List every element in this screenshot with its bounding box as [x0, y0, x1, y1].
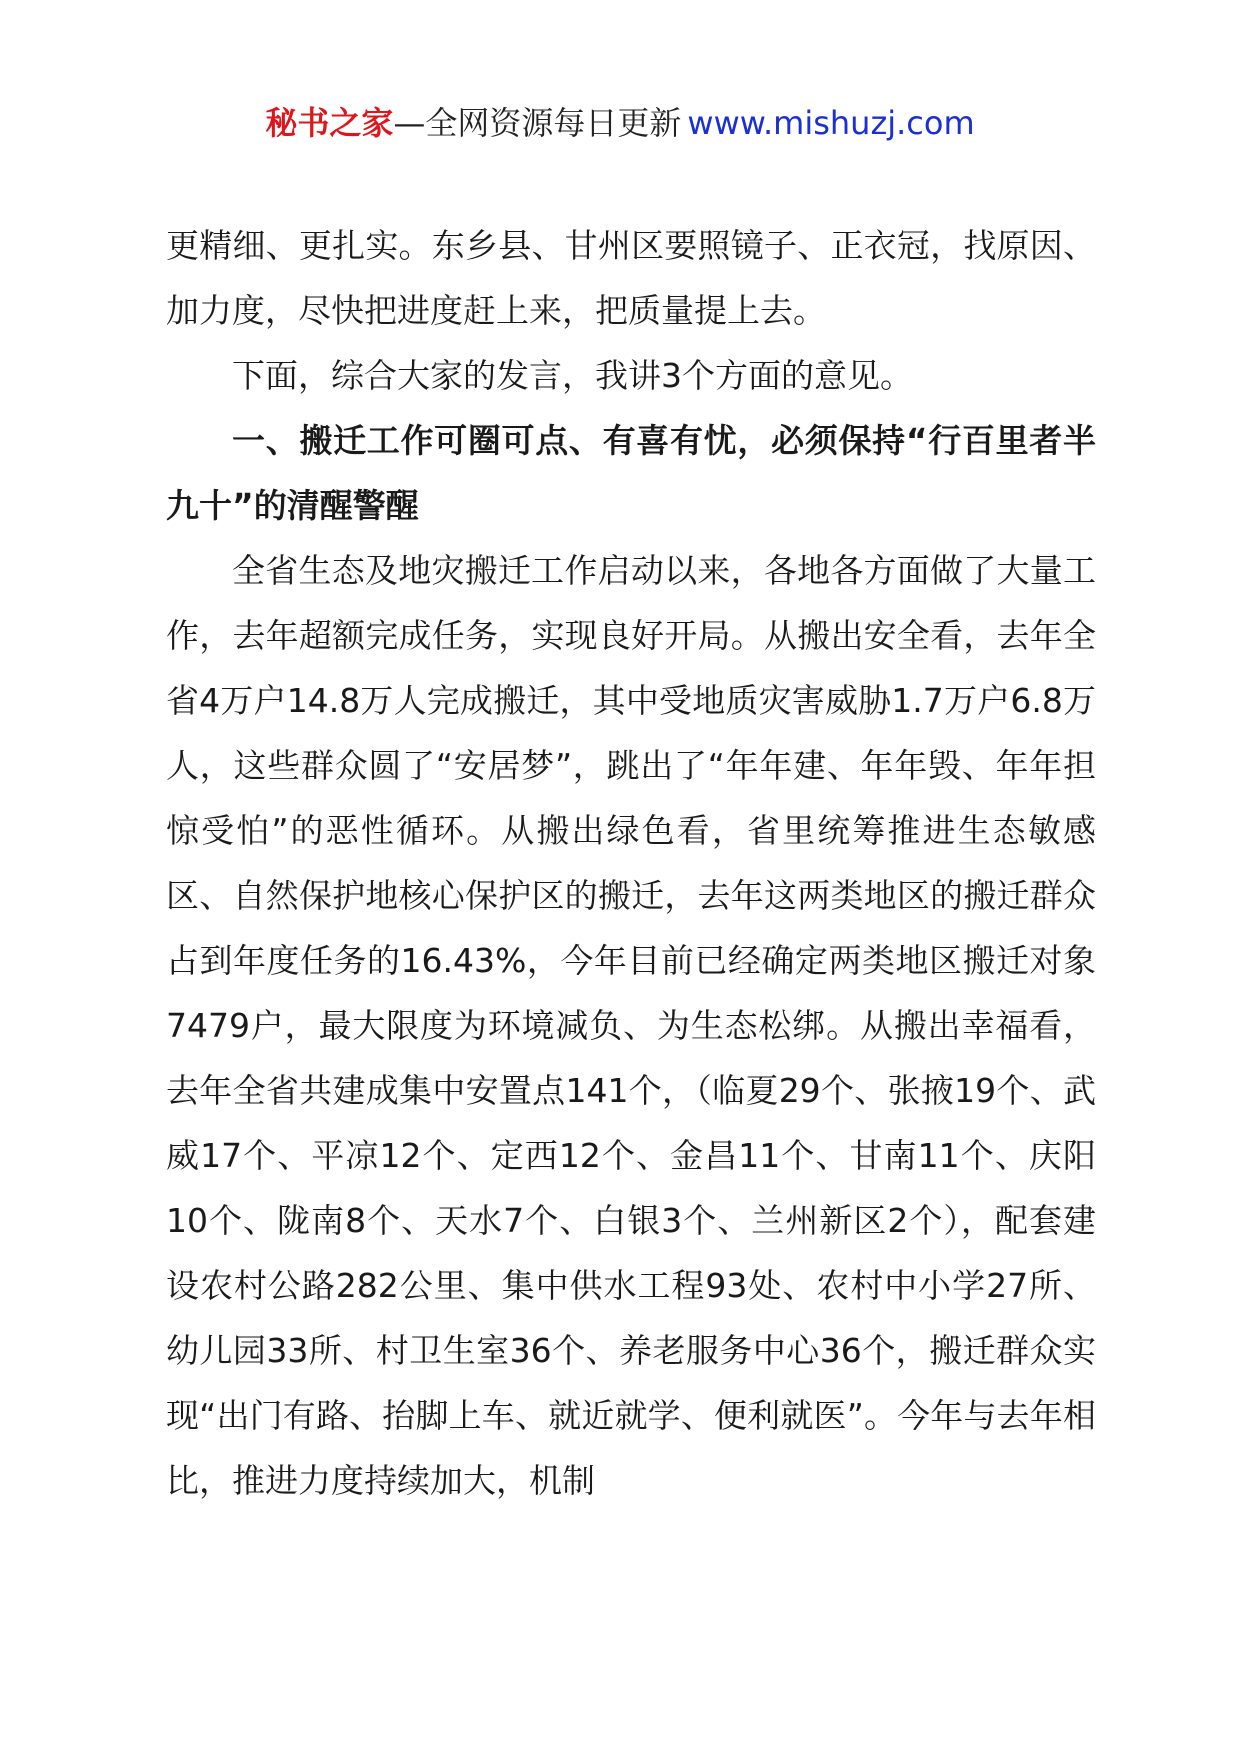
paragraph-intro: 下面，综合大家的发言，我讲3个方面的意见。: [232, 356, 913, 395]
paragraph-continuation: 更精细、更扎实。东乡县、甘州区要照镜子、正衣冠，找原因、加力度，尽快把进度赶上来，把质量提上去。: [166, 226, 1096, 330]
page-header: [0, 100, 1240, 146]
header-tagline: —全网资源每日更新: [393, 104, 682, 142]
section-heading: 一、搬迁工作可圈可点、有喜有忧，必须保持“行百里者半九十”的清醒警醒: [166, 421, 1096, 525]
paragraph-body: 全省生态及地灾搬迁工作启动以来，各地各方面做了大量工作，去年超额完成任务，实现良好开局。从搬出安全看，去年全省4万户14.8万人完成搬迁，其中受地质灾害威胁1.7万户6.8万人，这些群众圆了“安居梦”，跳出了“年年建、年年毁、年年担惊受怕”的恶性循环。从搬出绿色看，省里统筹推进生态敏感区、自然保护地核心保护区的搬迁，去年这两类地区的搬迁群众占到年度任务的16.43%，今年目前已经确定两类地区搬迁对象7479户，最大限度为环境减负、为生态松绑。从搬出幸福看，去年全省共建成集中安置点141个，（临夏29个、张掖19个、武威17个、平凉12个、定西12个、金昌11个、甘南11个、庆阳10个、陇南8个、天水7个、白银3个、兰州新区2个），配套建设农村公路282公里、集中供水工程93处、农村中小学27所、幼儿园33所、村卫生室36个、养老服务中心36个，搬迁群众实现“出门有路、抬脚上车、就近就学、便利就医”。今年与去年相比，推进力度持续加大，机制: [166, 551, 1096, 1500]
brand-name: 秘书之家: [265, 104, 394, 142]
document-body: [166, 213, 1096, 1513]
site-url-link[interactable]: www.mishuzj.com: [687, 104, 975, 142]
